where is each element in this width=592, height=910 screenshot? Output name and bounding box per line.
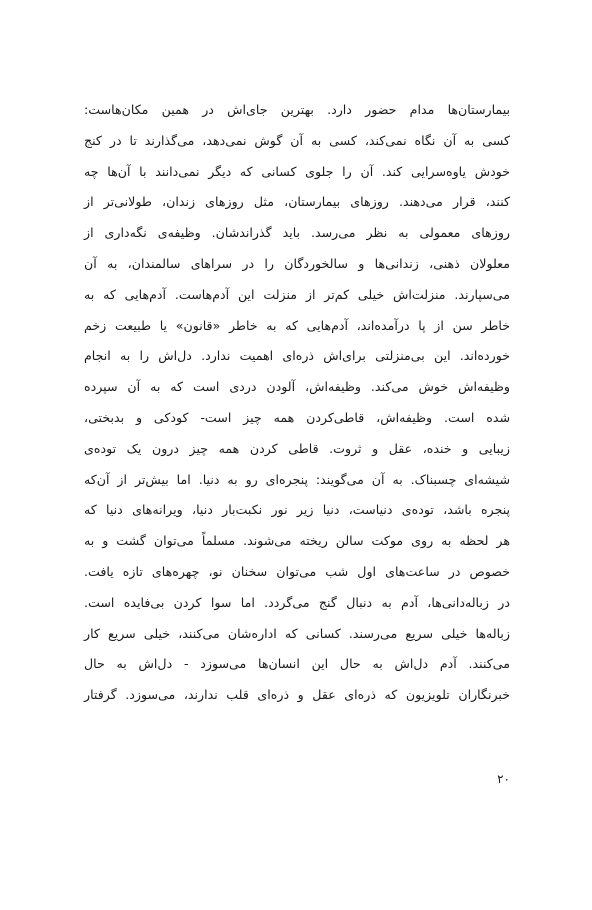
text-line: خبرنگاران تلویزیون که ذره‌ای عقل و ذره‌ای قلب ندارند، می‌سوزد. گرفتار [84,687,510,703]
text-line: بیمارستان‌ها مدام حضور دارد. بهترین جای‌اش در همین مکان‌هاست: [84,102,510,117]
text-line: می‌کنند. آدم دل‌اش به حال این انسان‌ها می‌سوزد - دل‌اش به حال [84,656,510,672]
text-line: پنجره باشد، توده‌ی دنیاست، دنیا زیر نور نکبت‌بار دنیا، ویرانه‌های دنیا که [84,502,510,518]
text-line: شده است. وظیفه‌اش، قاطی‌کردن همه چیز است- کودکی و بدبختی، [84,409,510,425]
body-text [84,95,510,711]
text-line: خورده‌اند. این بی‌منزلتی برای‌اش ذره‌ای اهمیت ندارد. دل‌اش را به انجام [84,348,510,364]
text-line: کسی به آن نگاه نمی‌کند، کسی به آن گوش نمی‌دهد، می‌گذارند تا در کنج [84,132,510,148]
text-line: روزهای معمولی به نظر می‌رسد. باید گذراندشان. وظیفه‌ی نگه‌داری از [84,225,510,241]
text-line: زباله‌ها خیلی سریع می‌رسند. کسانی که اداره‌شان می‌کنند، خیلی سریع کار [84,625,510,641]
text-line: شیشه‌ای چسبناک. به آن می‌گویند: پنجره‌ای رو به دنیا. اما بیش‌تر از آن‌که [84,471,510,487]
text-line: زیبایی و خنده، عقل و ثروت. قاطی کردن همه چیز درون یک توده‌ی [84,440,510,456]
text-line: هر لحظه به روی موکت سالن ریخته می‌شوند. مسلماً می‌توان گشت و به [84,533,510,549]
page-number: ۲۰ [497,772,510,786]
text-line: خصوص در ساعت‌های اول شب می‌توان سخنان نو، چهره‌های تازه یافت. [84,563,510,579]
text-line: خاطر سن از پا درآمده‌اند، آدم‌هایی که به خاطر «قانون» یا طبیعت زخم [84,317,510,333]
text-line: می‌سپارند. منزلت‌اش خیلی کم‌تر از منزلت این آدم‌هاست. آدم‌هایی که به [84,286,510,302]
text-line: کنند، قرار می‌دهند. روزهای بیمارستان، مثل روزهای زندان، طولانی‌تر از [84,194,510,210]
text-line: وظیفه‌اش خوش می‌کند. وظیفه‌اش، آلودن دردی است که به آن سپرده [84,379,510,395]
text-line: معلولان ذهنی، زندانی‌ها و سالخوردگان را در سراهای سالمندان، به آن [84,255,510,271]
text-line: در زباله‌دانی‌ها، آدم به دنبال گنج می‌گردد. اما سوا کردن بی‌فایده است. [84,594,510,610]
text-line: خودش یاوه‌سرایی کند. آن را جلوی کسانی که دیگر نمی‌دانند با آن‌ها چه [84,163,510,179]
